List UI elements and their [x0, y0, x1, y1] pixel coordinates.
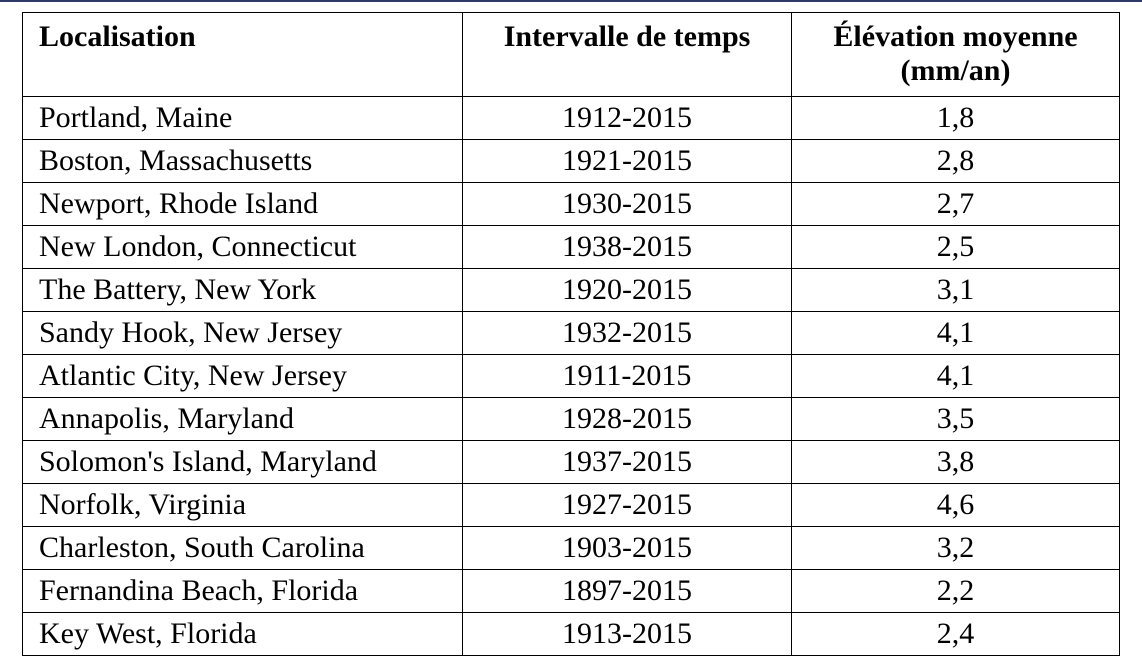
cell-elevation: 3,1 — [792, 269, 1120, 312]
table-row — [23, 226, 1120, 269]
cell-elevation: 3,2 — [792, 527, 1120, 570]
cell-interval: 1937-2015 — [463, 441, 792, 484]
cell-location: Norfolk, Virginia — [23, 484, 463, 527]
cell-elevation: 2,4 — [792, 613, 1120, 656]
header-elevation-line2: (mm/an) — [900, 54, 1011, 87]
cell-elevation: 1,8 — [792, 97, 1120, 140]
cell-interval: 1938-2015 — [463, 226, 792, 269]
cell-interval: 1897-2015 — [463, 570, 792, 613]
cell-elevation: 4,1 — [792, 312, 1120, 355]
cell-location: Solomon's Island, Maryland — [23, 441, 463, 484]
cell-elevation: 3,8 — [792, 441, 1120, 484]
cell-interval: 1932-2015 — [463, 312, 792, 355]
table-row — [23, 312, 1120, 355]
cell-elevation: 4,1 — [792, 355, 1120, 398]
table-row — [23, 613, 1120, 656]
sea-level-table — [22, 12, 1120, 656]
cell-interval: 1930-2015 — [463, 183, 792, 226]
table-row — [23, 527, 1120, 570]
header-location: Localisation — [23, 13, 463, 97]
cell-location: Key West, Florida — [23, 613, 463, 656]
cell-interval: 1911-2015 — [463, 355, 792, 398]
cell-location: The Battery, New York — [23, 269, 463, 312]
cell-location: Charleston, South Carolina — [23, 527, 463, 570]
header-elevation-line1: Élévation moyenne — [833, 20, 1078, 53]
cell-location: Annapolis, Maryland — [23, 398, 463, 441]
cell-interval: 1903-2015 — [463, 527, 792, 570]
cell-interval: 1928-2015 — [463, 398, 792, 441]
table-row — [23, 484, 1120, 527]
cell-elevation: 2,8 — [792, 140, 1120, 183]
top-rule — [0, 0, 1142, 2]
cell-elevation: 2,7 — [792, 183, 1120, 226]
table-header-row — [23, 13, 1120, 97]
cell-location: New London, Connecticut — [23, 226, 463, 269]
cell-location: Newport, Rhode Island — [23, 183, 463, 226]
cell-interval: 1927-2015 — [463, 484, 792, 527]
cell-elevation: 2,2 — [792, 570, 1120, 613]
table-row — [23, 441, 1120, 484]
cell-interval: 1912-2015 — [463, 97, 792, 140]
table-row — [23, 355, 1120, 398]
table-row — [23, 97, 1120, 140]
cell-interval: 1920-2015 — [463, 269, 792, 312]
header-elevation — [792, 13, 1120, 97]
cell-elevation: 3,5 — [792, 398, 1120, 441]
cell-location: Boston, Massachusetts — [23, 140, 463, 183]
cell-location: Fernandina Beach, Florida — [23, 570, 463, 613]
table-row — [23, 269, 1120, 312]
cell-interval: 1913-2015 — [463, 613, 792, 656]
table-row — [23, 398, 1120, 441]
cell-location: Sandy Hook, New Jersey — [23, 312, 463, 355]
table-row — [23, 140, 1120, 183]
cell-elevation: 2,5 — [792, 226, 1120, 269]
header-interval: Intervalle de temps — [463, 13, 792, 97]
cell-elevation: 4,6 — [792, 484, 1120, 527]
cell-location: Atlantic City, New Jersey — [23, 355, 463, 398]
cell-interval: 1921-2015 — [463, 140, 792, 183]
table-row — [23, 183, 1120, 226]
cell-location: Portland, Maine — [23, 97, 463, 140]
table-row — [23, 570, 1120, 613]
